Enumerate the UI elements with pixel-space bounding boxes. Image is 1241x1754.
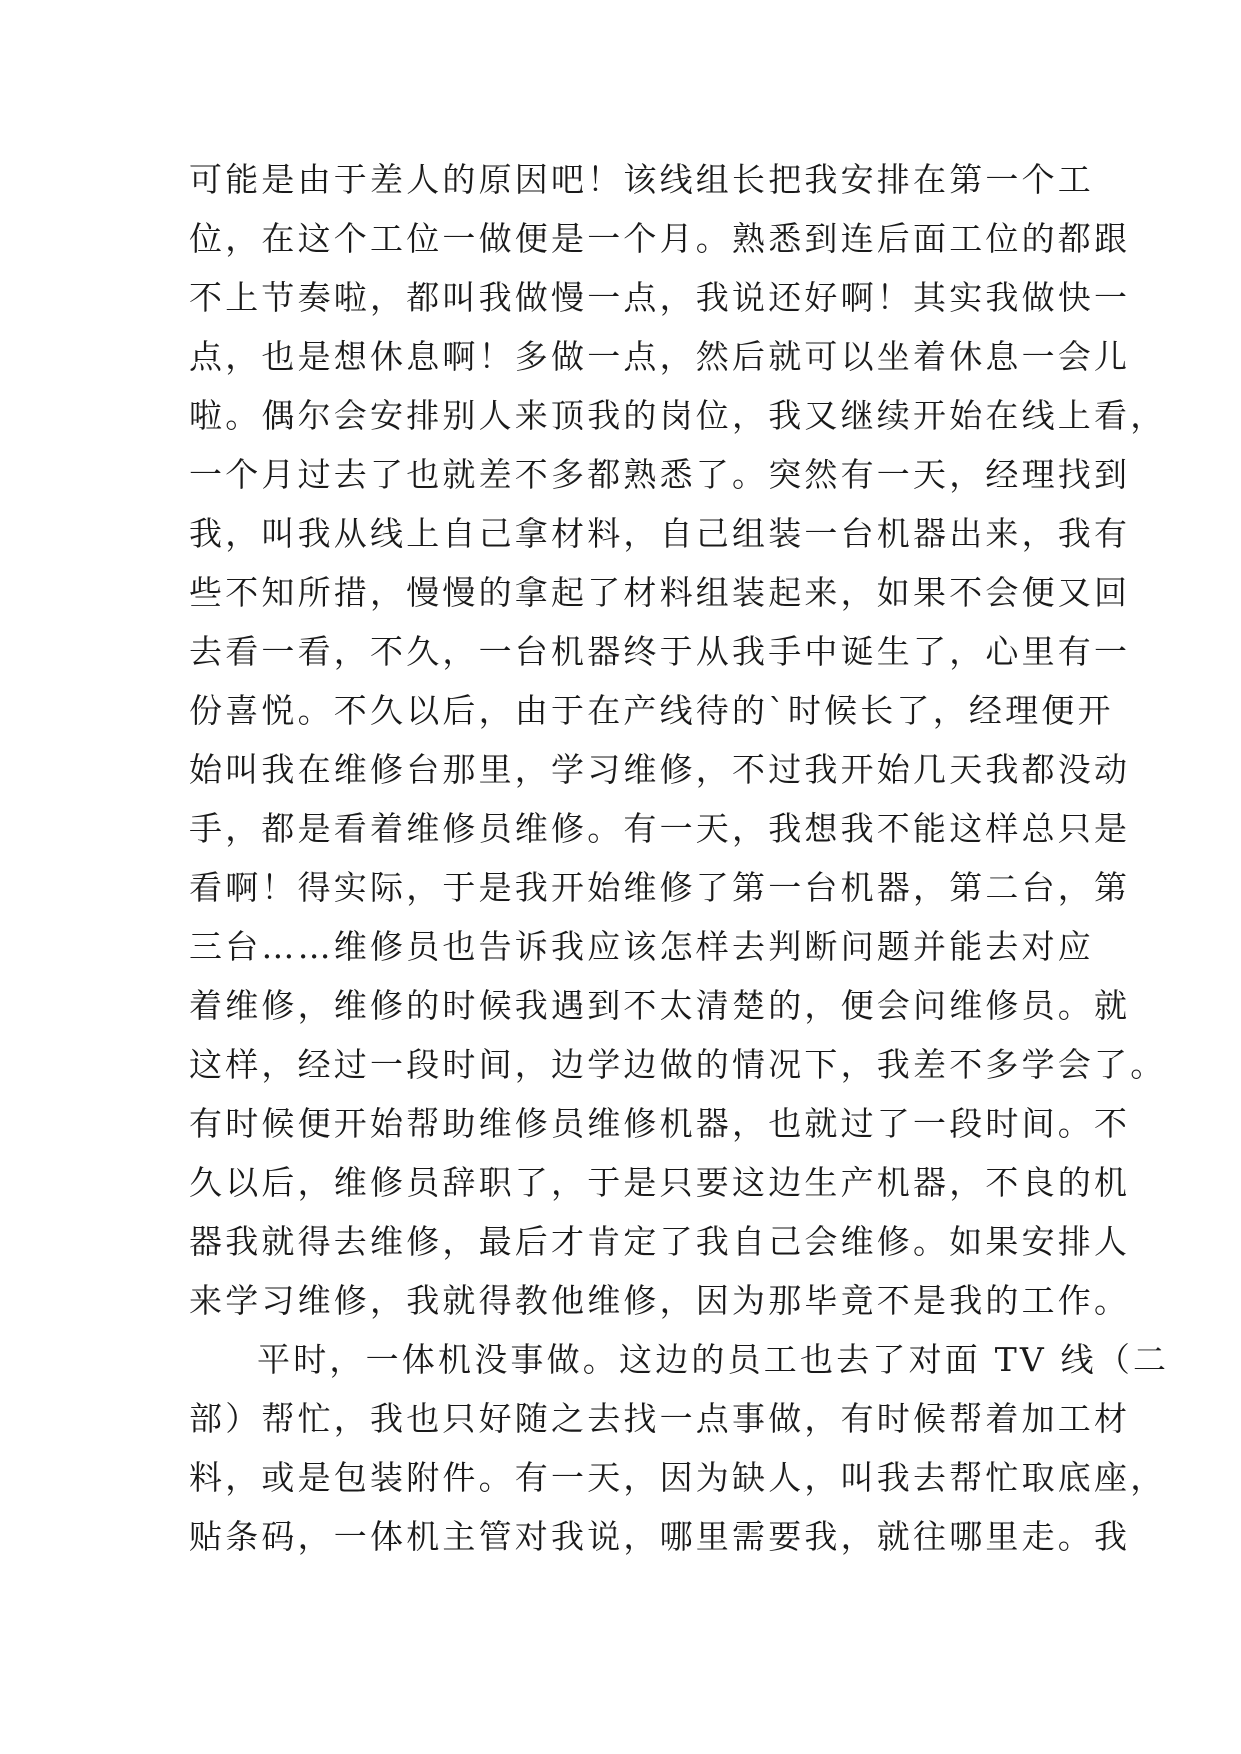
body-text bbox=[189, 150, 1170, 1566]
text-line: 着维修，维修的时候我遇到不太清楚的，便会问维修员。就 bbox=[189, 986, 1131, 1025]
text-line: 始叫我在维修台那里，学习维修，不过我开始几天我都没动 bbox=[189, 750, 1131, 789]
text-line: 去看一看，不久，一台机器终于从我手中诞生了，心里有一 bbox=[189, 632, 1131, 671]
text-line: 份喜悦。不久以后，由于在产线待的`时候长了，经理便开 bbox=[189, 691, 1114, 730]
text-line: 些不知所措，慢慢的拿起了材料组装起来，如果不会便又回 bbox=[189, 573, 1131, 612]
text-line: 料，或是包装附件。有一天，因为缺人，叫我去帮忙取底座， bbox=[189, 1458, 1167, 1497]
paragraph-start-line: 平时，一体机没事做。这边的员工也去了对面 TV 线（二 bbox=[257, 1340, 1170, 1379]
text-line: 三台……维修员也告诉我应该怎样去判断问题并能去对应 bbox=[189, 927, 1094, 966]
text-line: 看啊！得实际，于是我开始维修了第一台机器，第二台，第 bbox=[189, 868, 1131, 907]
text-line: 久以后，维修员辞职了，于是只要这边生产机器，不良的机 bbox=[189, 1163, 1131, 1202]
text-line: 这样，经过一段时间，边学边做的情况下，我差不多学会了。 bbox=[189, 1045, 1167, 1084]
text-line: 部）帮忙，我也只好随之去找一点事做，有时候帮着加工材 bbox=[189, 1399, 1131, 1438]
text-line: 器我就得去维修，最后才肯定了我自己会维修。如果安排人 bbox=[189, 1222, 1131, 1261]
text-line: 啦。偶尔会安排别人来顶我的岗位，我又继续开始在线上看， bbox=[189, 396, 1167, 435]
text-line: 来学习维修，我就得教他维修，因为那毕竟不是我的工作。 bbox=[189, 1281, 1131, 1320]
text-line: 可能是由于差人的原因吧！该线组长把我安排在第一个工 bbox=[189, 160, 1094, 199]
text-line: 位，在这个工位一做便是一个月。熟悉到连后面工位的都跟 bbox=[189, 219, 1131, 258]
text-line: 我，叫我从线上自己拿材料，自己组装一台机器出来，我有 bbox=[189, 514, 1131, 553]
text-line: 不上节奏啦，都叫我做慢一点，我说还好啊！其实我做快一 bbox=[189, 278, 1131, 317]
text-line: 一个月过去了也就差不多都熟悉了。突然有一天，经理找到 bbox=[189, 455, 1131, 494]
text-line: 有时候便开始帮助维修员维修机器，也就过了一段时间。不 bbox=[189, 1104, 1131, 1143]
text-line: 贴条码，一体机主管对我说，哪里需要我，就往哪里走。我 bbox=[189, 1517, 1131, 1556]
text-line: 点，也是想休息啊！多做一点，然后就可以坐着休息一会儿 bbox=[189, 337, 1131, 376]
text-line: 手，都是看着维修员维修。有一天，我想我不能这样总只是 bbox=[189, 809, 1131, 848]
